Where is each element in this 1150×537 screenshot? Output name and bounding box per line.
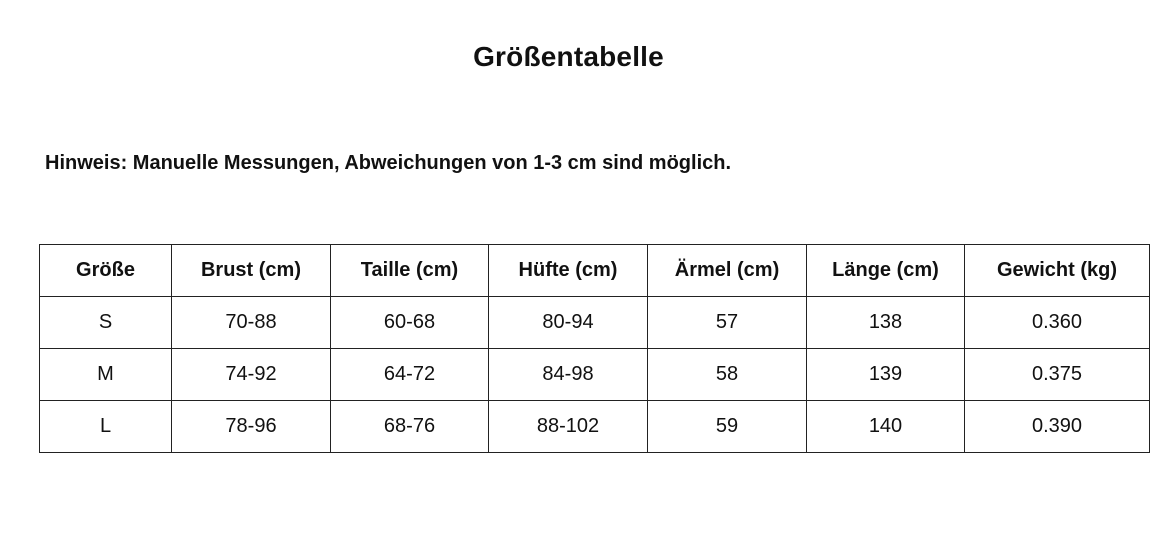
cell-weight: 0.360 — [965, 297, 1150, 349]
cell-weight: 0.390 — [965, 401, 1150, 453]
page-title: Größentabelle — [473, 41, 664, 72]
table-row — [40, 401, 1150, 453]
cell-size: S — [40, 297, 172, 349]
cell-hip: 84-98 — [489, 349, 648, 401]
cell-sleeve: 57 — [648, 297, 807, 349]
table-row — [40, 297, 1150, 349]
cell-size: M — [40, 349, 172, 401]
table-header-row — [40, 245, 1150, 297]
cell-length: 139 — [807, 349, 965, 401]
cell-waist: 68-76 — [331, 401, 489, 453]
cell-waist: 60-68 — [331, 297, 489, 349]
cell-hip: 80-94 — [489, 297, 648, 349]
cell-sleeve: 59 — [648, 401, 807, 453]
header-weight: Gewicht (kg) — [965, 245, 1150, 297]
header-chest: Brust (cm) — [172, 245, 331, 297]
cell-length: 140 — [807, 401, 965, 453]
table-row — [40, 349, 1150, 401]
size-table — [39, 244, 1150, 453]
header-size: Größe — [40, 245, 172, 297]
header-hip: Hüfte (cm) — [489, 245, 648, 297]
measurement-note: Hinweis: Manuelle Messungen, Abweichungen von 1-3 cm sind möglich. — [45, 152, 732, 174]
cell-chest: 70-88 — [172, 297, 331, 349]
header-sleeve: Ärmel (cm) — [648, 245, 807, 297]
cell-sleeve: 58 — [648, 349, 807, 401]
header-waist: Taille (cm) — [331, 245, 489, 297]
header-length: Länge (cm) — [807, 245, 965, 297]
cell-weight: 0.375 — [965, 349, 1150, 401]
cell-waist: 64-72 — [331, 349, 489, 401]
cell-chest: 74-92 — [172, 349, 331, 401]
cell-hip: 88-102 — [489, 401, 648, 453]
cell-chest: 78-96 — [172, 401, 331, 453]
cell-size: L — [40, 401, 172, 453]
cell-length: 138 — [807, 297, 965, 349]
